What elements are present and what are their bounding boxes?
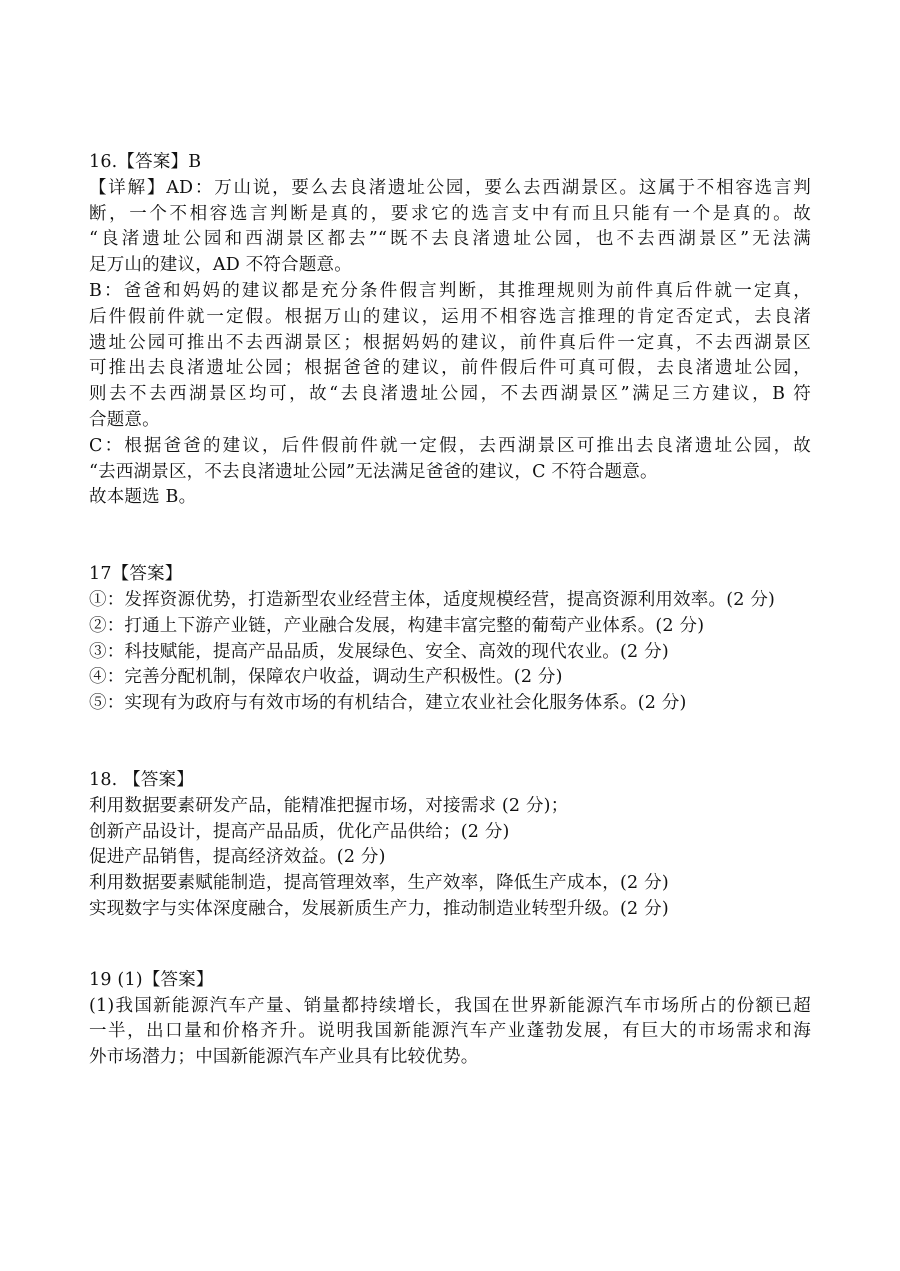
q17-line: ④：完善分配机制，保障农户收益，调动生产积极性。(2 分) <box>89 667 563 688</box>
q17-line: ③：科技赋能，提高产品品质，发展绿色、安全、高效的现代农业。(2 分) <box>89 641 669 662</box>
q18-line: 创新产品设计，提高产品品质，优化产品供给；(2 分) <box>89 821 510 842</box>
q18-section <box>89 768 811 923</box>
q17-line: ②：打通上下游产业链，产业融合发展，构建丰富完整的葡萄产业体系。(2 分) <box>89 615 705 636</box>
q16-section <box>89 150 811 511</box>
q16-line: B：爸爸和妈妈的建议都是充分条件假言判断，其推理规则为前件真后件就一定真， <box>89 280 811 301</box>
q18-line: 利用数据要素赋能制造，提高管理效率，生产效率，降低生产成本，(2 分) <box>89 873 669 894</box>
q16-line: 则去不去西湖景区均可，故“去良渚遗址公园，不去西湖景区”满足三方建议，B 符 <box>89 384 811 405</box>
q18-line: 利用数据要素研发产品，能精准把握市场，对接需求 (2 分)； <box>89 795 569 816</box>
q16-line: 足万山的建议，AD 不符合题意。 <box>89 255 352 276</box>
q16-line: 【详解】AD：万山说，要么去良渚遗址公园，要么去西湖景区。这属于不相容选言判 <box>89 177 811 198</box>
q16-line: “去西湖景区，不去良渚遗址公园”无法满足爸爸的建议，C 不符合题意。 <box>89 461 658 482</box>
q16-line: 故本题选 B。 <box>89 487 197 508</box>
q16-line: 合题意。 <box>89 409 160 430</box>
q19-line: 一半，出口量和价格齐升。说明我国新能源汽车产业蓬勃发展，有巨大的市场需求和海 <box>89 1021 811 1042</box>
q17-line: ⑤：实现有为政府与有效市场的有机结合，建立农业社会化服务体系。(2 分) <box>89 693 687 714</box>
q17-section <box>89 562 811 717</box>
section-gap <box>89 511 811 562</box>
q19-line: 外市场潜力；中国新能源汽车产业具有比较优势。 <box>89 1047 479 1068</box>
q17-line: ①：发挥资源优势，打造新型农业经营主体，适度规模经营，提高资源利用效率。(2 分) <box>89 589 776 610</box>
q19-section <box>89 968 811 1071</box>
q19-title: 19 (1)【答案】 <box>89 969 214 990</box>
q17-title: 17【答案】 <box>89 564 183 585</box>
q16-line: 后件假前件就一定假。根据万山的建议，运用不相容选言推理的肯定否定式，去良渚 <box>89 306 811 327</box>
q19-line: (1)我国新能源汽车产量、销量都持续增长，我国在世界新能源汽车市场所占的份额已超 <box>89 995 811 1016</box>
section-gap <box>89 717 811 768</box>
section-gap <box>89 923 811 968</box>
q16-line: 可推出去良渚遗址公园；根据爸爸的建议，前件假后件可真可假，去良渚遗址公园， <box>89 358 811 379</box>
q18-title: 18. 【答案】 <box>89 769 194 790</box>
q18-line: 促进产品销售，提高经济效益。(2 分) <box>89 847 386 868</box>
q16-line: 遗址公园可推出不去西湖景区；根据妈妈的建议，前件真后件一定真，不去西湖景区 <box>89 332 811 353</box>
q16-title: 16.【答案】B <box>89 152 202 172</box>
q16-line: C：根据爸爸的建议，后件假前件就一定假，去西湖景区可推出去良渚遗址公园，故 <box>89 435 811 456</box>
answer-page <box>89 150 811 1071</box>
q18-line: 实现数字与实体深度融合，发展新质生产力，推动制造业转型升级。(2 分) <box>89 898 669 919</box>
q16-line: “良渚遗址公园和西湖景区都去”“既不去良渚遗址公园，也不去西湖景区”无法满 <box>89 229 811 250</box>
q16-line: 断，一个不相容选言判断是真的，要求它的选言支中有而且只能有一个是真的。故 <box>89 203 811 224</box>
